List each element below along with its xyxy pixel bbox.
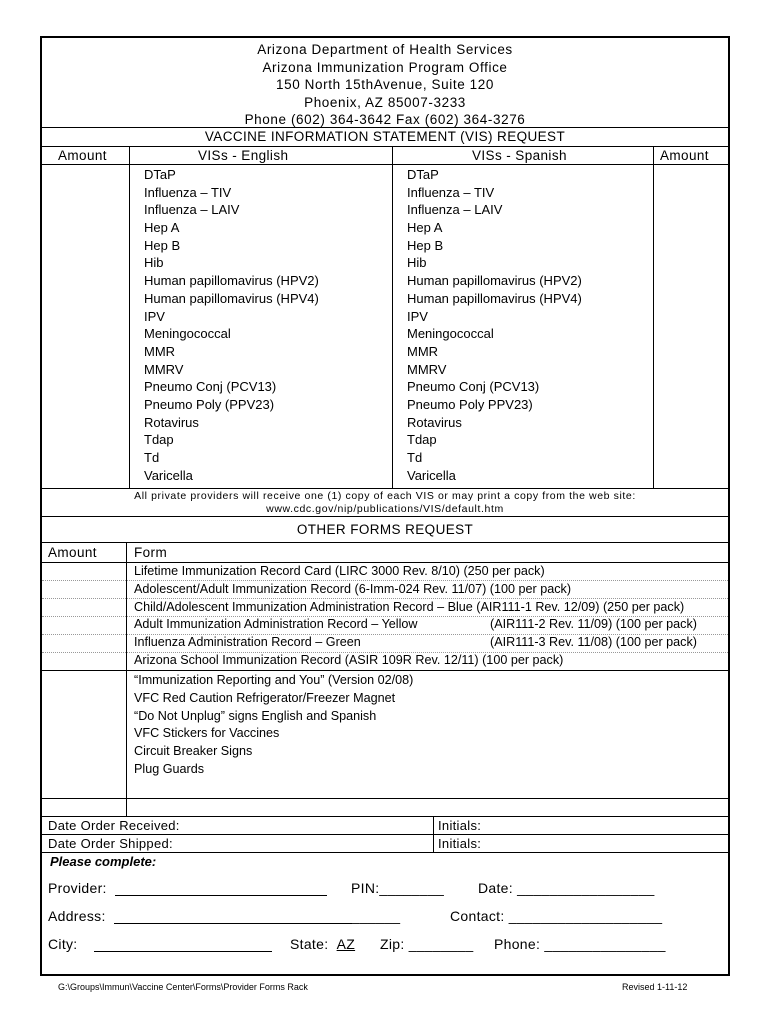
header-line-1: Arizona Department of Health Services [257, 42, 513, 57]
form-row-label: Arizona School Immunization Record (ASIR 109R Rev. 12/11) (100 per pack) [134, 653, 564, 667]
form-row-label: Adult Immunization Administration Record – Yellow [134, 617, 418, 632]
spanish-item: Hib [407, 255, 427, 271]
spanish-item: Influenza – TIV [407, 184, 495, 200]
col-separator [129, 146, 130, 488]
divider [42, 127, 728, 128]
form-row-label: Lifetime Immunization Record Card (LIRC 3000 Rev. 8/10) (250 per pack) [134, 564, 545, 578]
address-label: Address: [48, 908, 106, 924]
pin-field[interactable]: PIN:________ [351, 880, 445, 896]
other-col-amount: Amount [48, 545, 97, 560]
english-item: Influenza – LAIV [144, 202, 240, 218]
other-col-form: Form [134, 545, 168, 560]
divider [42, 146, 728, 147]
initials-received-label: Initials: [438, 818, 482, 833]
divider [42, 670, 728, 671]
english-item: Rotavirus [144, 414, 199, 430]
spanish-item: Meningococcal [407, 326, 494, 342]
col-separator [126, 542, 127, 816]
spanish-item: DTaP [407, 167, 439, 182]
supply-item: “Immunization Reporting and You” (Version 02/08) [134, 673, 414, 687]
form-row-label: Adolescent/Adult Immunization Record (6-Imm-024 Rev. 11/07) (100 per pack) [134, 581, 572, 596]
form-row-label: Influenza Administration Record – Green [134, 635, 361, 650]
spanish-item: Tdap [407, 432, 437, 448]
divider [42, 834, 728, 835]
supply-item: Circuit Breaker Signs [134, 744, 253, 759]
contact-field[interactable]: Contact: ___________________ [450, 908, 663, 924]
date-received-label: Date Order Received: [48, 818, 180, 833]
english-item: Varicella [144, 467, 193, 483]
spanish-item: MMRV [407, 361, 447, 377]
divider [42, 852, 728, 853]
other-section-title: OTHER FORMS REQUEST [296, 522, 474, 537]
date-shipped-label: Date Order Shipped: [48, 836, 173, 851]
spanish-item: Pneumo Poly PPV23) [407, 396, 533, 412]
divider [42, 488, 728, 489]
english-item: Human papillomavirus (HPV2) [144, 273, 319, 289]
city-field[interactable] [94, 937, 272, 952]
english-item: Influenza – TIV [144, 184, 232, 200]
footer-path: G:\Groups\Immun\Vaccine Center\Forms\Provider Forms Rack [58, 982, 308, 992]
col-separator [392, 146, 393, 488]
english-item: MMRV [144, 361, 184, 377]
vis-col-spanish: VISs - Spanish [472, 148, 567, 163]
phone-field[interactable]: Phone: _______________ [494, 936, 666, 952]
supply-item: Plug Guards [134, 762, 205, 776]
english-item: IPV [144, 308, 165, 324]
english-item: Tdap [144, 432, 174, 448]
divider [42, 816, 728, 817]
col-separator [433, 816, 434, 852]
english-item: Hep A [144, 220, 180, 236]
english-item: Pneumo Conj (PCV13) [144, 379, 277, 395]
header-block [42, 38, 728, 129]
vis-spanish-list [407, 166, 582, 484]
city-label: City: [48, 936, 78, 952]
form-row-code: (AIR111-3 Rev. 11/08) (100 per pack) [490, 635, 697, 650]
divider [42, 798, 728, 799]
header-line-2: Arizona Immunization Program Office [262, 59, 508, 75]
english-item: Meningococcal [144, 326, 231, 342]
col-separator [653, 146, 654, 488]
form-frame [40, 36, 730, 976]
vis-note-line-2: www.cdc.gov/nip/publications/VIS/default.htm [266, 502, 504, 515]
spanish-item: Human papillomavirus (HPV2) [407, 273, 582, 289]
vis-col-amount-left: Amount [58, 148, 107, 163]
english-item: MMR [144, 343, 176, 359]
divider [42, 516, 728, 517]
english-item: DTaP [144, 167, 176, 182]
english-item: Pneumo Poly (PPV23) [144, 396, 275, 412]
vis-section-title: VACCINE INFORMATION STATEMENT (VIS) REQUEST [204, 129, 566, 144]
zip-field[interactable]: Zip: ________ [380, 936, 474, 952]
address-row [48, 908, 400, 924]
english-item: Human papillomavirus (HPV4) [144, 290, 319, 306]
vis-note-line-1: All private providers will receive one (1) copy of each VIS or may print a copy from the web site: [134, 490, 636, 502]
vis-english-list [144, 166, 319, 484]
spanish-item: Pneumo Conj (PCV13) [407, 379, 540, 395]
header-line-5: Phone (602) 364-3642 Fax (602) 364-3276 [244, 112, 526, 127]
supply-item: VFC Stickers for Vaccines [134, 726, 280, 741]
spanish-item: Hep B [407, 237, 444, 253]
divider [42, 542, 728, 543]
date-field[interactable]: Date: _________________ [478, 880, 655, 896]
provider-row [48, 880, 327, 896]
state-label: State: [290, 936, 329, 952]
provider-label: Provider: [48, 880, 107, 896]
vis-col-english: VISs - English [198, 148, 289, 163]
header-line-4: Phoenix, AZ 85007-3233 [304, 94, 466, 110]
address-tail: ______ [351, 908, 401, 924]
state-row [290, 936, 355, 952]
header-line-3: 150 North 15thAvenue, Suite 120 [275, 77, 494, 92]
spanish-item: Hep A [407, 220, 443, 236]
vis-col-amount-right: Amount [660, 148, 709, 163]
form-row-code: (AIR111-2 Rev. 11/09) (100 per pack) [490, 617, 697, 632]
spanish-item: IPV [407, 308, 428, 324]
spanish-item: Varicella [407, 467, 456, 483]
city-row [48, 936, 272, 952]
spanish-item: Td [407, 450, 423, 465]
spanish-item: Influenza – LAIV [407, 202, 503, 218]
spanish-item: Human papillomavirus (HPV4) [407, 290, 582, 306]
supply-item: “Do Not Unplug” signs English and Spanish [134, 708, 377, 723]
divider [42, 164, 728, 165]
spanish-item: MMR [407, 343, 439, 359]
state-value[interactable]: AZ [336, 936, 356, 952]
supply-item: VFC Red Caution Refrigerator/Freezer Magnet [134, 690, 396, 705]
form-row-label: Child/Adolescent Immunization Administration Record – Blue (AIR111-1 Rev. 12/09) (250 per pack) [134, 599, 685, 614]
footer-revised: Revised 1-11-12 [622, 982, 688, 992]
vis-note [42, 490, 728, 515]
english-item: Td [144, 450, 160, 465]
address-field[interactable] [114, 909, 352, 924]
please-complete-heading: Please complete: [50, 854, 157, 869]
english-item: Hep B [144, 237, 181, 253]
provider-field[interactable] [115, 881, 327, 896]
english-item: Hib [144, 255, 164, 271]
spanish-item: Rotavirus [407, 414, 462, 430]
initials-shipped-label: Initials: [438, 836, 482, 851]
